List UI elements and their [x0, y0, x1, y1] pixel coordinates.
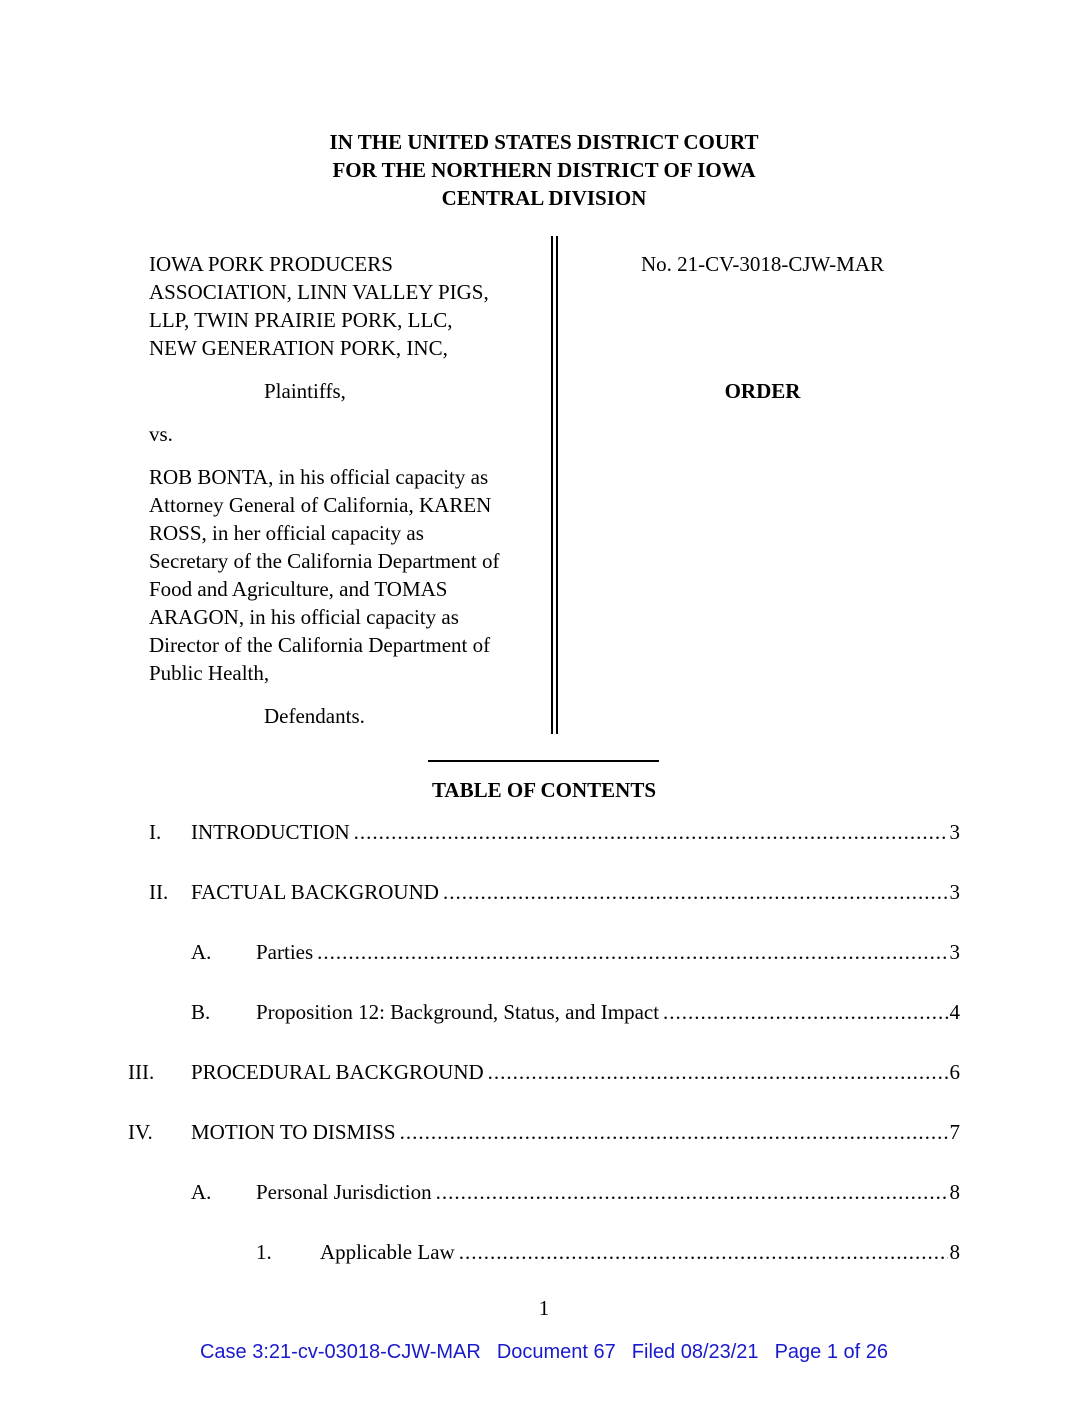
toc-dot-leader — [317, 938, 947, 966]
toc-entry[interactable] — [0, 938, 1088, 966]
caption-parties — [149, 250, 549, 728]
toc-entry-number: II. — [149, 880, 169, 904]
footer-page: Page 1 of 26 — [774, 1341, 888, 1363]
toc-entry-number: B. — [191, 1000, 211, 1024]
toc-entry-number: A. — [191, 940, 212, 964]
toc-entry[interactable] — [0, 818, 1088, 846]
toc-entry-page: 3 — [949, 820, 960, 844]
toc-dot-leader — [459, 1238, 948, 1266]
plaintiffs-names — [149, 250, 549, 362]
toc-dot-leader — [400, 1118, 948, 1146]
ecf-footer — [0, 1339, 1088, 1365]
toc-entry-label: Proposition 12: Background, Status, and Impact — [256, 1000, 660, 1024]
caption-case-info — [570, 250, 955, 403]
toc-entry-page: 4 — [949, 1000, 960, 1024]
defendants-line: Attorney General of California, KAREN — [149, 493, 492, 517]
defendants-line: ROB BONTA, in his official capacity as — [149, 465, 489, 489]
toc-entry-label: PROCEDURAL BACKGROUND — [191, 1060, 484, 1084]
court-header-line-3: CENTRAL DIVISION — [441, 186, 647, 210]
horizontal-rule — [428, 760, 659, 762]
toc-entry-label: Parties — [256, 940, 314, 964]
toc-entry-label: FACTUAL BACKGROUND — [191, 880, 439, 904]
toc-dot-leader — [436, 1178, 948, 1206]
toc-entry[interactable] — [0, 878, 1088, 906]
caption-divider — [556, 236, 558, 734]
toc-entry-page: 6 — [949, 1060, 960, 1084]
defendants-label: Defendants. — [264, 704, 365, 728]
toc-entry-page: 7 — [949, 1120, 960, 1144]
versus-label: vs. — [149, 422, 173, 446]
footer-filed: Filed 08/23/21 — [631, 1341, 759, 1363]
toc-dot-leader — [663, 998, 947, 1026]
plaintiffs-label: Plaintiffs, — [264, 379, 346, 403]
toc-entry[interactable] — [0, 1238, 1088, 1266]
defendants-line: Secretary of the California Department of — [149, 549, 500, 573]
toc-entry[interactable] — [0, 998, 1088, 1026]
toc-title: TABLE OF CONTENTS — [431, 778, 657, 802]
toc-entry-label: INTRODUCTION — [191, 820, 350, 844]
case-number: No. 21-CV-3018-CJW-MAR — [640, 252, 885, 276]
defendants-line: Director of the California Department of — [149, 633, 491, 657]
plaintiffs-line: LLP, TWIN PRAIRIE PORK, LLC, — [149, 308, 453, 332]
page-number: 1 — [538, 1296, 550, 1320]
toc-entry-number: 1. — [256, 1240, 272, 1264]
toc-entry-label: Personal Jurisdiction — [256, 1180, 432, 1204]
plaintiffs-line: IOWA PORK PRODUCERS — [149, 252, 393, 276]
toc-entry-number: I. — [149, 820, 162, 844]
toc-entry-page: 3 — [949, 880, 960, 904]
footer-document: Document 67 — [496, 1341, 616, 1363]
court-header — [0, 128, 1088, 212]
toc-entry-number: A. — [191, 1180, 212, 1204]
caption-divider — [551, 236, 553, 734]
court-header-line-1: IN THE UNITED STATES DISTRICT COURT — [329, 130, 759, 154]
footer-case: Case 3:21-cv-03018-CJW-MAR — [199, 1341, 481, 1363]
toc-entry-page: 8 — [949, 1240, 960, 1264]
document-type: ORDER — [724, 379, 801, 403]
defendants-line: Food and Agriculture, and TOMAS — [149, 577, 448, 601]
toc-entry-number: III. — [128, 1060, 155, 1084]
defendants-names — [149, 463, 549, 687]
toc-entry[interactable] — [0, 1178, 1088, 1206]
defendants-line: ARAGON, in his official capacity as — [149, 605, 459, 629]
toc-entry-label: MOTION TO DISMISS — [191, 1120, 396, 1144]
toc-entry[interactable] — [0, 1118, 1088, 1146]
toc-entry-label: Applicable Law — [320, 1240, 455, 1264]
plaintiffs-line: NEW GENERATION PORK, INC, — [149, 336, 448, 360]
toc-dot-leader — [354, 818, 948, 846]
plaintiffs-line: ASSOCIATION, LINN VALLEY PIGS, — [149, 280, 489, 304]
toc-dot-leader — [488, 1058, 948, 1086]
defendants-line: Public Health, — [149, 661, 270, 685]
toc-entry-page: 8 — [949, 1180, 960, 1204]
toc-dot-leader — [443, 878, 948, 906]
toc-entry-page: 3 — [949, 940, 960, 964]
defendants-line: ROSS, in her official capacity as — [149, 521, 424, 545]
toc-entry-number: IV. — [128, 1120, 153, 1144]
toc-entry[interactable] — [0, 1058, 1088, 1086]
court-header-line-2: FOR THE NORTHERN DISTRICT OF IOWA — [332, 158, 756, 182]
